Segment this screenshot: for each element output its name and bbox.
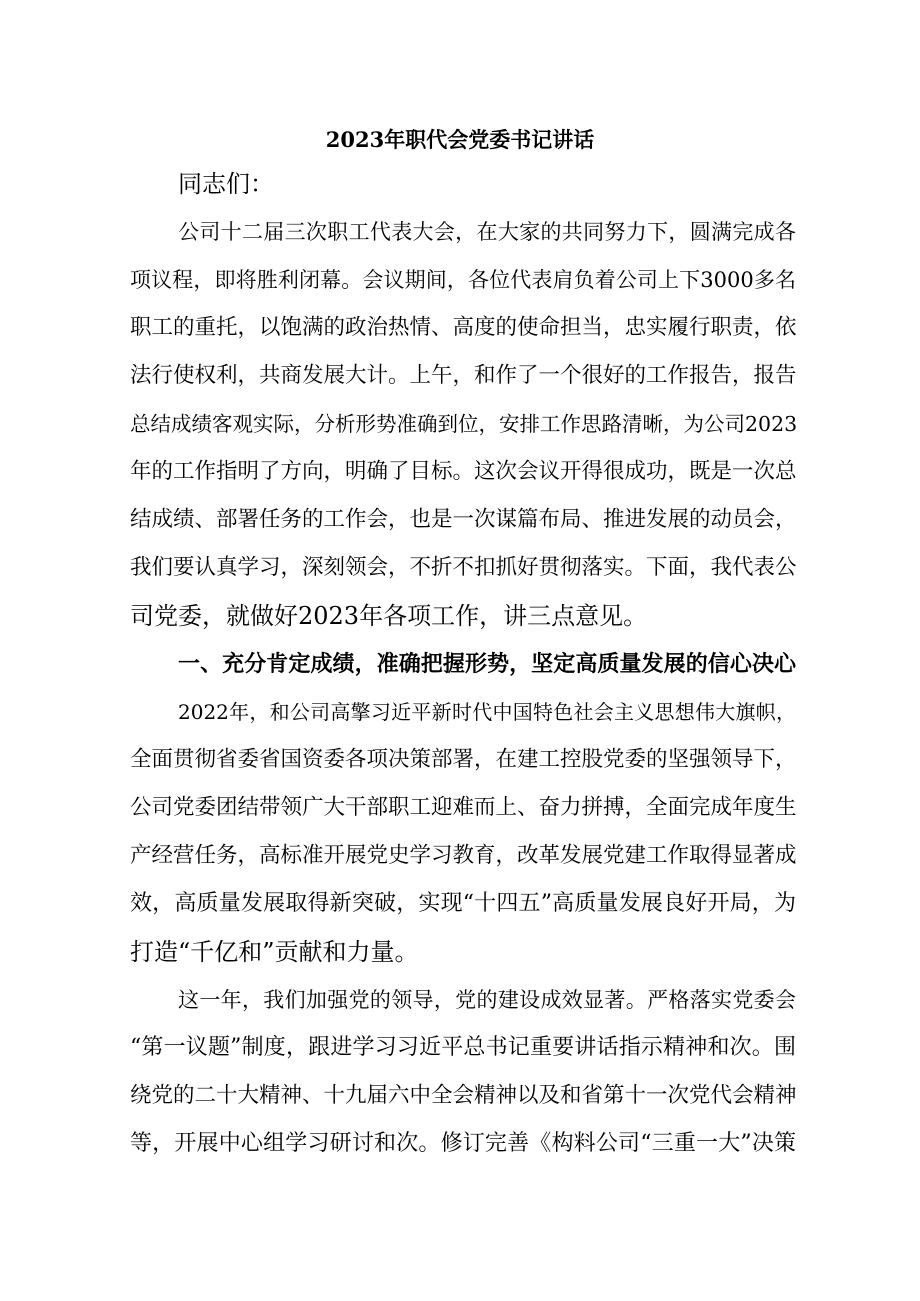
paragraph-line: 全面贯彻省委省国资委各项决策部署，在建工控股党委的坚强领导下， bbox=[130, 747, 797, 772]
paragraph-line: 绕党的二十大精神、十九届六中全会精神以及和省第十一次党代会精神 bbox=[130, 1083, 797, 1108]
paragraph-line: 法行使权利，共商发展大计。上午，和作了一个很好的工作报告，报告 bbox=[130, 363, 797, 388]
paragraph-line: 项议程，即将胜利闭幕。会议期间，各位代表肩负着公司上下3000多名 bbox=[130, 268, 796, 292]
paragraph-line: 2022年，和公司高擎习近平新时代中国特色社会主义思想伟大旗帜， bbox=[178, 700, 796, 724]
paragraph-line: 公司十二届三次职工代表大会，在大家的共同努力下，圆满完成各 bbox=[178, 220, 796, 244]
paragraph-line: 司党委，就做好2023年各项工作，讲三点意见。 bbox=[130, 602, 648, 630]
paragraph-line: 等，开展中心组学习研讨和次。修订完善《构料公司“三重一大”决策 bbox=[130, 1131, 796, 1156]
paragraph-line: 产经营任务，高标准开展党史学习教育，改革发展党建工作取得显著成 bbox=[130, 843, 797, 868]
paragraph-line: “第一议题”制度，跟进学习习近平总书记重要讲话指示精神和次。围 bbox=[130, 1035, 796, 1060]
paragraph-line: 职工的重托，以饱满的政治热情、高度的使命担当，忠实履行职责，依 bbox=[130, 315, 797, 340]
section-heading: 一、充分肯定成绩，准确把握形势，坚定高质量发展的信心决心 bbox=[178, 651, 796, 677]
paragraph-line: 结成绩、部署任务的工作会，也是一次谋篇布局、推进发展的动员会， bbox=[130, 507, 797, 532]
paragraph-line: 打造“千亿和”贡献和力量。 bbox=[130, 938, 419, 966]
paragraph-line: 效，高质量发展取得新突破，实现“十四五”高质量发展良好开局，为 bbox=[130, 891, 796, 916]
paragraph-line: 公司党委团结带领广大干部职工迎难而上、奋力拼搏，全面完成年度生 bbox=[130, 795, 797, 820]
document-title: 2023年职代会党委书记讲话 bbox=[325, 127, 595, 152]
paragraph-line: 总结成绩客观实际，分析形势准确到位，安排工作思路清晰，为公司2023 bbox=[130, 412, 798, 436]
paragraph-line: 我们要认真学习，深刻领会，不折不扣抓好贯彻落实。下面，我代表公 bbox=[130, 555, 797, 580]
paragraph-line: 年的工作指明了方向，明确了目标。这次会议开得很成功，既是一次总 bbox=[130, 459, 797, 484]
paragraph-line: 这一年，我们加强党的领导，党的建设成效显著。严格落实党委会 bbox=[178, 988, 796, 1012]
salutation: 同志们： bbox=[178, 170, 274, 198]
